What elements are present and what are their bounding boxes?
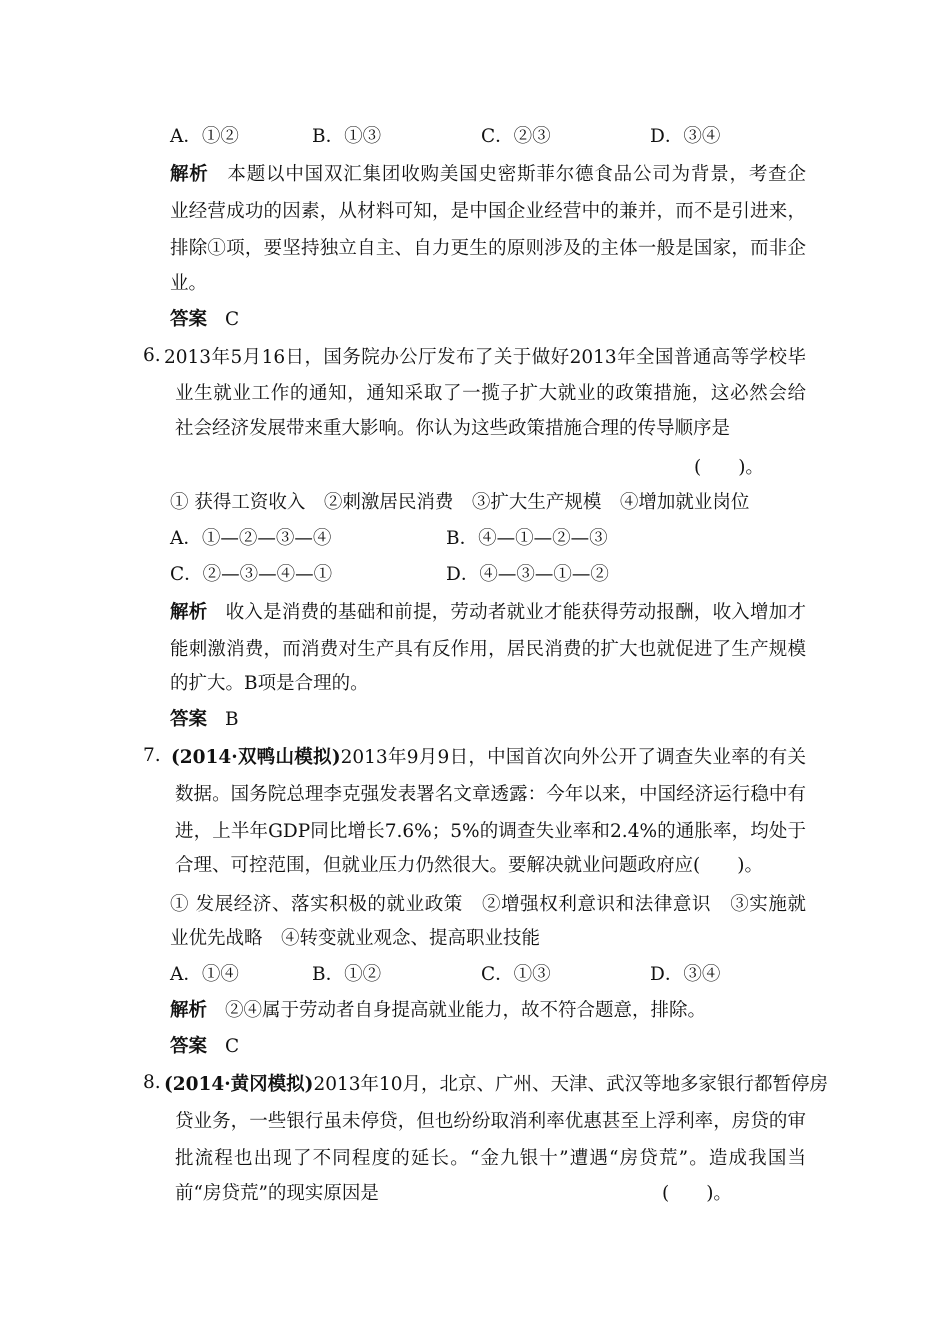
q8-source: (2014·黄冈模拟): [164, 1074, 314, 1095]
q6-analysis-line-2: 能刺激消费，而消费对生产具有反作用，居民消费的扩大也就促进了生产规模: [170, 639, 806, 660]
q7-number: 7.: [143, 745, 161, 766]
q6-option-c[interactable]: C．②—③—④—①: [170, 564, 333, 585]
q7-stem-line-3: 进，上半年GDP同比增长7.6%；5%的调查失业率和2.4%的通胀率，均处于: [175, 821, 806, 842]
q6-answer-value: B: [225, 709, 239, 730]
q7-stem-line-1: (2014·双鸭山模拟)2013年9月9日，中国首次向外公开了调查失业率的有关: [171, 747, 807, 768]
q7-answer-label: 答案: [170, 1036, 208, 1057]
q6-analysis-line-1: 解析 收入是消费的基础和前提，劳动者就业才能获得劳动报酬，收入增加才: [170, 602, 806, 623]
q5-option-d[interactable]: D．③④: [650, 126, 721, 147]
q8-number: 8.: [143, 1072, 161, 1093]
q5-analysis-line-1: 解析 本题以中国双汇集团收购美国史密斯菲尔德食品公司为背景，考查企: [170, 164, 806, 185]
q7-stem-line-2: 数据。国务院总理李克强发表署名文章透露：今年以来，中国经济运行稳中有: [175, 784, 806, 805]
q6-stem-line-2: 业生就业工作的通知，通知采取了一揽子扩大就业的政策措施，这必然会给: [175, 383, 806, 404]
q6-analysis-line-3: 的扩大。B项是合理的。: [170, 673, 369, 694]
q8-stem-line-3: 批流程也出现了不同程度的延长。“金九银十”遭遇“房贷荒”。造成我国当: [175, 1148, 806, 1169]
q7-answer-value: C: [225, 1036, 240, 1057]
q5-analysis-label: 解析: [170, 164, 209, 185]
q6-option-a[interactable]: A．①—②—③—④: [170, 528, 332, 549]
q6-number: 6.: [143, 345, 161, 366]
q7-items-line-1: ① 发展经济、落实积极的就业政策 ②增强权利意识和法律意识 ③实施就: [170, 894, 806, 915]
q8-stem-line-4: 前“房贷荒”的现实原因是: [175, 1183, 379, 1204]
q6-answer: [170, 707, 239, 733]
q6-items: ① 获得工资收入 ②刺激居民消费 ③扩大生产规模 ④增加就业岗位: [170, 492, 750, 513]
q7-stem-line-4: 合理、可控范围，但就业压力仍然很大。要解决就业问题政府应( )。: [175, 855, 763, 876]
q8-stem-line-2: 贷业务，一些银行虽未停贷，但也纷纷取消利率优惠甚至上浮利率，房贷的审: [175, 1111, 806, 1132]
q6-answer-label: 答案: [170, 709, 208, 730]
q5-answer: [170, 307, 239, 333]
q7-option-d[interactable]: D．③④: [650, 964, 721, 985]
q6-stem-line-1: 2013年5月16日，国务院办公厅发布了关于做好2013年全国普通高等学校毕: [164, 347, 806, 368]
q8-answer-blank: ( )。: [662, 1183, 732, 1204]
q5-option-b[interactable]: B．①③: [312, 126, 382, 147]
q5-answer-value: C: [225, 309, 240, 330]
q7-option-a[interactable]: A．①④: [170, 964, 239, 985]
q7-options: [170, 962, 810, 988]
q6-analysis-label: 解析: [170, 602, 208, 623]
q5-analysis-line-4: 业。: [170, 273, 208, 294]
q7-option-c[interactable]: C．①③: [481, 964, 551, 985]
q7-analysis: 解析 ②④属于劳动者自身提高就业能力，故不符合题意，排除。: [170, 1000, 707, 1021]
q7-items-line-2: 业优先战略 ④转变就业观念、提高职业技能: [170, 928, 541, 949]
q5-analysis-line-3: 排除①项，要坚持独立自主、自力更生的原则涉及的主体一般是国家，而非企: [170, 238, 806, 259]
q6-option-d[interactable]: D．④—③—①—②: [446, 564, 609, 585]
q5-option-a[interactable]: A．①②: [170, 126, 239, 147]
q5-answer-label: 答案: [170, 309, 208, 330]
q5-option-c[interactable]: C．②③: [481, 126, 551, 147]
q7-source: (2014·双鸭山模拟): [171, 747, 341, 768]
q6-option-b[interactable]: B．④—①—②—③: [446, 528, 608, 549]
q8-stem-line-1: (2014·黄冈模拟)2013年10月，北京、广州、天津、武汉等地多家银行都暂停房: [164, 1074, 829, 1095]
q6-answer-blank: ( )。: [694, 457, 764, 478]
q5-analysis-line-2: 业经营成功的因素，从材料可知，是中国企业经营中的兼并，而不是引进来，: [170, 201, 806, 222]
q5-options: [170, 124, 810, 150]
q7-analysis-label: 解析: [170, 1000, 208, 1021]
q7-option-b[interactable]: B．①②: [312, 964, 382, 985]
q7-answer: [170, 1034, 239, 1060]
q6-stem-line-3: 社会经济发展带来重大影响。你认为这些政策措施合理的传导顺序是: [175, 418, 731, 439]
